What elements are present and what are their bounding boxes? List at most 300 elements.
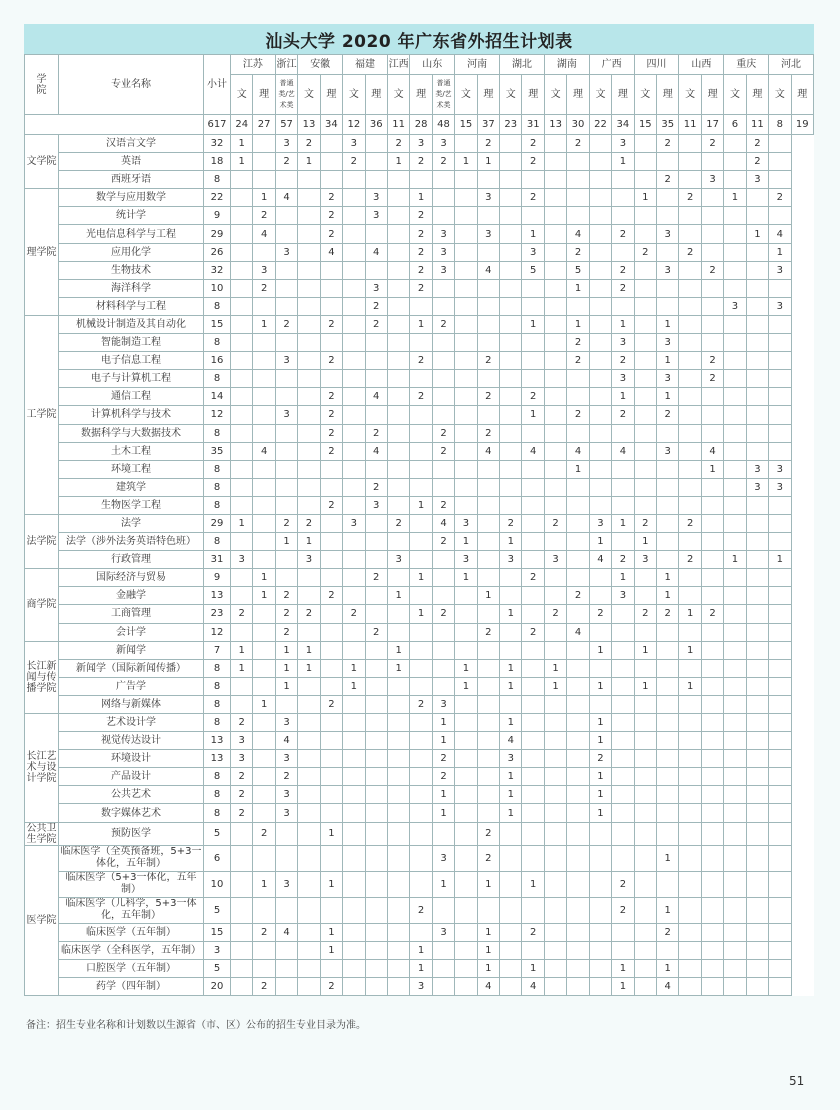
quota-cell [589,959,611,977]
quota-cell [455,334,477,352]
quota-cell [544,959,566,977]
quota-cell: 2 [657,923,679,941]
quota-cell: 2 [522,388,544,406]
quota-cell [544,207,566,225]
quota-cell [522,677,544,695]
quota-cell: 2 [365,297,387,315]
table-body [25,135,814,996]
quota-cell: 3 [275,750,297,768]
quota-cell [724,923,746,941]
quota-cell [455,189,477,207]
table-row [25,442,814,460]
major-name: 建筑学 [59,478,204,496]
quota-cell [500,225,522,243]
quota-cell [320,279,342,297]
table-row [25,923,814,941]
quota-cell [522,334,544,352]
subtotal-cell: 10 [204,871,231,897]
major-name: 行政管理 [59,551,204,569]
subtotal-cell: 7 [204,641,231,659]
quota-cell: 1 [522,871,544,897]
total-cell: 12 [343,115,365,135]
quota-cell [275,551,297,569]
major-name: 会计学 [59,623,204,641]
quota-cell [746,424,768,442]
quota-cell [477,659,499,677]
quota-cell: 1 [612,514,634,532]
quota-cell [343,207,365,225]
major-name: 电子信息工程 [59,352,204,370]
quota-cell: 2 [275,605,297,623]
subtotal-cell: 18 [204,153,231,171]
quota-cell: 2 [679,514,701,532]
quota-cell [724,977,746,995]
quota-cell [657,822,679,845]
table-row [25,334,814,352]
quota-cell: 1 [455,153,477,171]
quota-cell: 2 [612,261,634,279]
province-header: 江西 [387,55,409,75]
quota-cell [634,153,656,171]
major-name: 临床医学（5+3一体化，五年制） [59,871,204,897]
quota-cell [634,569,656,587]
major-name: 统计学 [59,207,204,225]
quota-cell: 3 [387,551,409,569]
subtotal-cell: 15 [204,923,231,941]
quota-cell: 2 [522,923,544,941]
major-name: 生物技术 [59,261,204,279]
quota-cell [343,750,365,768]
quota-cell: 4 [477,261,499,279]
quota-cell: 2 [253,977,275,995]
quota-cell [343,388,365,406]
major-name: 公共艺术 [59,786,204,804]
major-name: 视觉传达设计 [59,732,204,750]
quota-cell [275,897,297,923]
quota-cell [589,941,611,959]
quota-cell [634,871,656,897]
quota-cell [343,768,365,786]
quota-cell [455,460,477,478]
quota-cell [365,804,387,822]
quota-cell [769,424,791,442]
quota-cell [746,750,768,768]
quota-cell [746,804,768,822]
stream-header: 文 [589,75,611,115]
quota-cell [746,533,768,551]
quota-cell [343,587,365,605]
quota-cell [657,279,679,297]
quota-cell [679,732,701,750]
quota-cell [634,941,656,959]
quota-cell [320,171,342,189]
quota-cell: 1 [679,605,701,623]
subtotal-cell: 32 [204,261,231,279]
quota-cell [701,804,723,822]
province-header: 河北 [769,55,814,75]
quota-cell [298,388,320,406]
quota-cell [589,388,611,406]
stream-header: 文 [769,75,791,115]
quota-cell [612,714,634,732]
quota-cell [275,977,297,995]
quota-cell: 1 [275,533,297,551]
quota-cell [724,804,746,822]
quota-cell [365,977,387,995]
quota-cell [657,533,679,551]
quota-cell: 3 [275,243,297,261]
subtotal-cell: 12 [204,406,231,424]
quota-cell [477,279,499,297]
quota-cell: 2 [275,623,297,641]
quota-cell [544,587,566,605]
quota-cell: 1 [432,804,454,822]
quota-cell [387,460,409,478]
quota-cell [343,370,365,388]
stream-header: 理 [410,75,432,115]
quota-cell [589,315,611,333]
quota-cell [657,750,679,768]
quota-cell [769,822,791,845]
quota-cell: 2 [544,514,566,532]
quota-cell [455,225,477,243]
quota-cell [589,587,611,605]
quota-cell [746,786,768,804]
quota-cell [724,225,746,243]
quota-cell: 4 [432,514,454,532]
quota-cell [253,171,275,189]
quota-cell [612,533,634,551]
quota-cell [724,496,746,514]
stream-header: 理 [320,75,342,115]
quota-cell [724,514,746,532]
quota-cell: 1 [567,315,589,333]
quota-cell [769,768,791,786]
quota-cell: 1 [455,659,477,677]
quota-cell: 2 [365,569,387,587]
quota-cell [634,279,656,297]
quota-cell: 1 [410,496,432,514]
quota-cell: 3 [657,370,679,388]
quota-cell [612,659,634,677]
major-name: 汉语言文学 [59,135,204,153]
quota-cell [387,370,409,388]
quota-cell [567,171,589,189]
quota-cell [253,388,275,406]
major-name: 法学（涉外法务英语特色班） [59,533,204,551]
quota-cell [500,243,522,261]
quota-cell [500,370,522,388]
quota-cell [231,478,253,496]
quota-cell [589,977,611,995]
quota-cell: 2 [432,442,454,460]
quota-cell: 2 [432,496,454,514]
quota-cell: 2 [657,605,679,623]
quota-cell [298,804,320,822]
quota-cell [455,750,477,768]
quota-cell [365,923,387,941]
quota-cell [769,370,791,388]
quota-cell [589,334,611,352]
quota-cell [544,822,566,845]
quota-cell [612,923,634,941]
quota-cell [231,587,253,605]
quota-cell: 2 [612,871,634,897]
quota-cell: 1 [634,641,656,659]
quota-cell [387,897,409,923]
quota-cell [500,424,522,442]
subtotal-cell: 35 [204,442,231,460]
quota-cell [500,442,522,460]
quota-cell [612,623,634,641]
quota-cell [477,732,499,750]
quota-cell [500,388,522,406]
subtotal-cell: 9 [204,569,231,587]
major-name: 临床医学（五年制） [59,923,204,941]
quota-cell [365,714,387,732]
quota-cell [701,424,723,442]
quota-cell [455,923,477,941]
table-row [25,695,814,713]
quota-cell [769,514,791,532]
quota-cell [231,207,253,225]
quota-cell [275,279,297,297]
quota-cell [612,243,634,261]
table-row [25,822,814,845]
quota-cell [231,496,253,514]
quota-cell: 1 [320,923,342,941]
subtotal-cell: 26 [204,243,231,261]
quota-cell [701,750,723,768]
quota-cell: 4 [320,243,342,261]
quota-cell [320,334,342,352]
quota-cell [231,569,253,587]
quota-cell [612,460,634,478]
quota-cell [724,695,746,713]
stream-header: 理 [612,75,634,115]
quota-cell [679,334,701,352]
stream-header: 理 [746,75,768,115]
quota-cell [746,977,768,995]
quota-cell: 2 [320,977,342,995]
quota-cell [275,297,297,315]
table-row [25,768,814,786]
quota-cell [544,189,566,207]
total-cell: 23 [500,115,522,135]
quota-cell [769,623,791,641]
major-name: 预防医学 [59,822,204,845]
quota-cell [253,551,275,569]
quota-cell [657,424,679,442]
quota-cell: 2 [544,605,566,623]
quota-cell [612,768,634,786]
quota-cell: 2 [410,897,432,923]
quota-cell [298,424,320,442]
quota-cell [298,786,320,804]
quota-cell [455,941,477,959]
quota-cell [477,569,499,587]
quota-cell [679,297,701,315]
quota-cell [275,460,297,478]
province-header: 河南 [455,55,500,75]
quota-cell: 1 [522,225,544,243]
province-header: 浙江 [275,55,297,75]
quota-cell: 2 [253,207,275,225]
quota-cell [231,189,253,207]
quota-cell: 1 [589,641,611,659]
quota-cell: 3 [343,514,365,532]
quota-cell [387,845,409,871]
quota-cell [365,153,387,171]
quota-cell: 1 [657,959,679,977]
quota-cell [612,750,634,768]
subtotal-cell: 20 [204,977,231,995]
quota-cell: 3 [432,225,454,243]
quota-cell: 2 [343,153,365,171]
quota-cell: 2 [320,225,342,243]
quota-cell: 2 [253,923,275,941]
quota-cell [544,623,566,641]
quota-cell [253,750,275,768]
quota-cell [298,225,320,243]
quota-cell: 1 [275,659,297,677]
quota-cell: 3 [365,189,387,207]
quota-cell [746,551,768,569]
quota-cell [231,243,253,261]
quota-cell: 3 [769,297,791,315]
quota-cell: 3 [477,225,499,243]
quota-cell [320,804,342,822]
subtotal-cell: 15 [204,315,231,333]
quota-cell [343,243,365,261]
quota-cell [410,923,432,941]
quota-cell [634,804,656,822]
quota-cell [432,977,454,995]
quota-cell: 3 [365,496,387,514]
quota-cell [701,514,723,532]
total-cell: 13 [298,115,320,135]
quota-cell [298,623,320,641]
quota-cell [320,641,342,659]
quota-cell: 4 [701,442,723,460]
stream-header: 文 [387,75,409,115]
quota-cell [298,768,320,786]
subtotal-cell: 8 [204,478,231,496]
quota-cell [544,786,566,804]
subtotal-cell: 5 [204,822,231,845]
quota-cell: 5 [567,261,589,279]
quota-cell [365,406,387,424]
quota-cell [410,845,432,871]
quota-cell [500,135,522,153]
quota-cell: 1 [410,959,432,977]
quota-cell [769,897,791,923]
quota-cell [544,845,566,871]
quota-cell [657,941,679,959]
quota-cell [410,514,432,532]
quota-cell [701,587,723,605]
quota-cell [746,623,768,641]
quota-cell: 2 [612,225,634,243]
major-name: 海洋科学 [59,279,204,297]
quota-cell [343,334,365,352]
quota-cell [724,171,746,189]
quota-cell [657,732,679,750]
quota-cell [657,871,679,897]
quota-cell [634,352,656,370]
quota-cell [679,279,701,297]
quota-cell: 3 [589,514,611,532]
quota-cell: 2 [320,388,342,406]
quota-cell: 1 [500,804,522,822]
quota-cell [701,732,723,750]
total-cell: 6 [724,115,746,135]
province-header: 江苏 [231,55,276,75]
quota-cell [746,352,768,370]
quota-cell: 1 [253,695,275,713]
quota-cell [455,845,477,871]
quota-cell: 2 [275,587,297,605]
quota-cell [298,478,320,496]
quota-cell [387,714,409,732]
quota-cell: 3 [365,279,387,297]
quota-cell [522,750,544,768]
major-name: 网络与新媒体 [59,695,204,713]
quota-cell: 1 [455,533,477,551]
quota-cell [275,822,297,845]
quota-cell [365,941,387,959]
quota-cell [612,845,634,871]
quota-cell [589,424,611,442]
total-cell: 37 [477,115,499,135]
quota-cell [455,732,477,750]
quota-cell: 1 [231,135,253,153]
quota-cell [365,845,387,871]
table-row [25,225,814,243]
quota-cell [410,551,432,569]
quota-cell [343,279,365,297]
quota-cell [298,587,320,605]
quota-cell [432,677,454,695]
quota-cell [500,822,522,845]
quota-cell: 2 [432,424,454,442]
quota-cell: 1 [253,315,275,333]
province-header: 四川 [634,55,679,75]
quota-cell [231,959,253,977]
quota-cell: 3 [612,135,634,153]
quota-cell: 2 [612,406,634,424]
table-row [25,750,814,768]
quota-cell [432,587,454,605]
quota-cell [769,750,791,768]
quota-cell [522,207,544,225]
total-cell: 57 [275,115,297,135]
quota-cell [589,171,611,189]
quota-cell: 1 [298,533,320,551]
quota-cell [724,279,746,297]
quota-cell: 3 [275,406,297,424]
quota-cell [679,388,701,406]
table-row [25,569,814,587]
quota-cell [320,750,342,768]
quota-cell [544,406,566,424]
quota-cell [746,406,768,424]
quota-cell [679,959,701,977]
quota-cell [253,406,275,424]
college-cell: 长江艺术与设计学院 [25,714,59,823]
quota-cell [724,714,746,732]
quota-cell [477,171,499,189]
